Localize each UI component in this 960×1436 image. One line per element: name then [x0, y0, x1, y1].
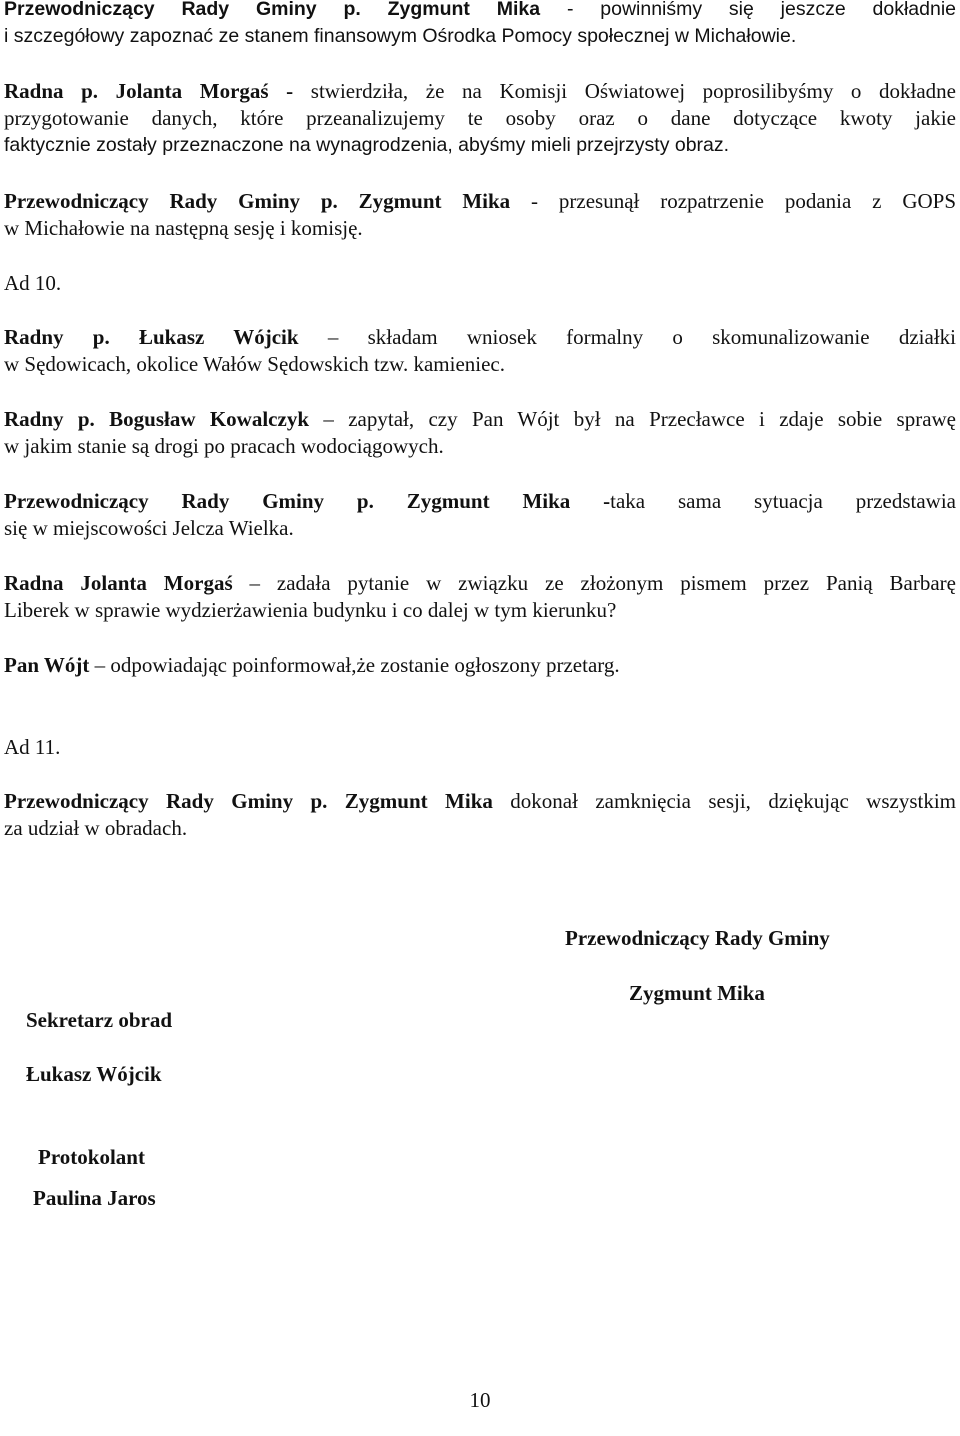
speaker-name: Radna Jolanta Morgaś	[4, 571, 233, 595]
paragraph-morgas-commission	[4, 78, 956, 159]
speaker-name: Pan Wójt	[4, 653, 90, 677]
chair-title: Przewodniczący Rady Gminy	[565, 926, 830, 950]
paragraph-kowalczyk-roads	[4, 406, 956, 460]
speaker-name: Radny p. Łukasz Wójcik	[4, 325, 299, 349]
speaker-name: Radny p. Bogusław Kowalczyk	[4, 407, 310, 431]
paragraph-wojt-tender	[4, 652, 956, 679]
paragraph-line: w Michałowie na następną sesję i komisję.	[4, 216, 363, 240]
paragraph-line: Pan Wójt – odpowiadając poinformował,że zostanie ogłoszony przetarg.	[4, 653, 620, 677]
paragraph-line: Radna p. Jolanta Morgaś - stwierdziła, że na Komisji Oświatowej poprosilibyśmy o dokładne	[4, 79, 956, 103]
secretary-title: Sekretarz obrad	[26, 1008, 173, 1032]
speaker-name: Przewodniczący Rady Gminy p. Zygmunt Mika	[4, 189, 511, 213]
paragraph-line: i szczegółowy zapoznać ze stanem finansowym Ośrodka Pomocy społecznej w Michałowie.	[4, 25, 797, 47]
paragraph-wojcik-motion	[4, 324, 956, 378]
paragraph-line: Radna Jolanta Morgaś – zadała pytanie w związku ze złożonym pismem przez Panią Barbarę	[4, 571, 956, 595]
speaker-name: Radna p. Jolanta Morgaś -	[4, 79, 294, 103]
speaker-name: Przewodniczący Rady Gminy p. Zygmunt Mika	[4, 0, 541, 20]
chair-name: Zygmunt Mika	[629, 981, 765, 1005]
paragraph-line: Przewodniczący Rady Gminy p. Zygmunt Mika -taka sama sytuacja przedstawia	[4, 489, 956, 513]
speaker-name: Przewodniczący Rady Gminy p. Zygmunt Mika	[4, 789, 493, 813]
paragraph-line: Radny p. Bogusław Kowalczyk – zapytał, czy Pan Wójt był na Przecławce i zdaje sobie sprawę	[4, 407, 957, 431]
paragraph-closing	[4, 788, 956, 842]
speaker-name: Przewodniczący Rady Gminy p. Zygmunt Mika -	[4, 489, 611, 513]
secretary-name: Łukasz Wójcik	[26, 1062, 162, 1086]
paragraph-line: Liberek w sprawie wydzierżawienia budynku i co dalej w tym kierunku?	[4, 598, 617, 622]
paragraph-chair-postpone	[4, 188, 956, 242]
paragraph-line: Przewodniczący Rady Gminy p. Zygmunt Mika dokonał zamknięcia sesji, dziękując wszystkim	[4, 789, 957, 813]
paragraph-line: faktycznie zostały przeznaczone na wynagrodzenia, abyśmy mieli przejrzysty obraz.	[4, 134, 730, 156]
paragraph-chair-finances	[4, 0, 956, 50]
paragraph-morgas-lease	[4, 570, 956, 624]
paragraph-chair-jelcz	[4, 488, 956, 542]
paragraph-line: się w miejscowości Jelcza Wielka.	[4, 516, 294, 540]
paragraph-line: przygotowanie danych, które przeanalizujemy te osoby oraz o dane dotyczące kwoty jakie	[4, 106, 956, 130]
recorder-title: Protokolant	[38, 1145, 145, 1169]
paragraph-line: Przewodniczący Rady Gminy p. Zygmunt Mika - przesunął rozpatrzenie podania z GOPS	[4, 189, 957, 213]
recorder-name: Paulina Jaros	[33, 1186, 156, 1210]
section-heading-ad11: Ad 11.	[4, 735, 61, 759]
paragraph-line: w Sędowicach, okolice Wałów Sędowskich tzw. kamieniec.	[4, 352, 506, 376]
page-number: 10	[469, 1388, 491, 1412]
section-heading-ad10: Ad 10.	[4, 271, 62, 295]
paragraph-line: Radny p. Łukasz Wójcik – składam wniosek formalny o skomunalizowanie działki	[4, 325, 957, 349]
paragraph-line: Przewodniczący Rady Gminy p. Zygmunt Mika - powinniśmy się jeszcze dokładnie	[4, 0, 957, 20]
paragraph-line: za udział w obradach.	[4, 816, 188, 840]
paragraph-line: w jakim stanie są drogi po pracach wodociągowych.	[4, 434, 444, 458]
